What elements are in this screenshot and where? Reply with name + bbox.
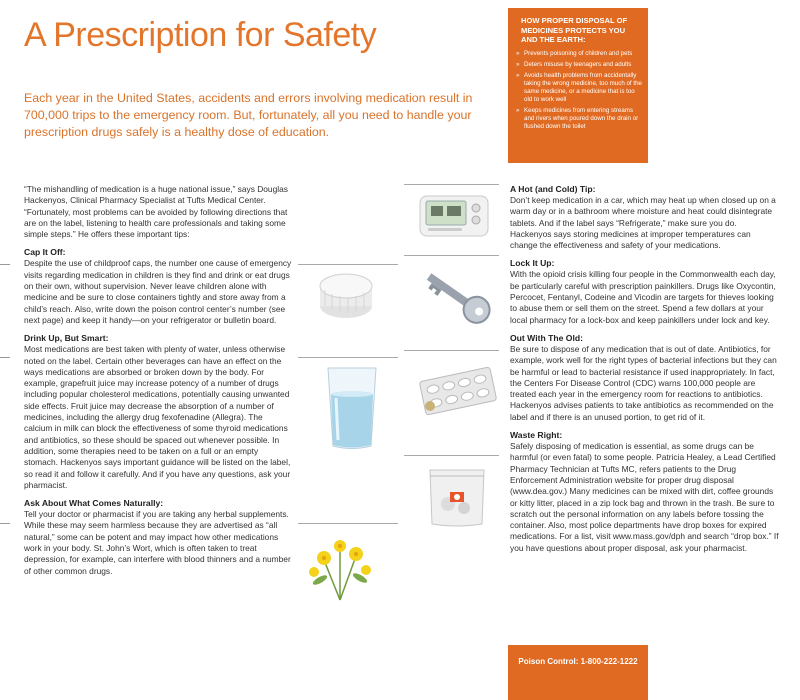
list-item: » Avoids health problems from accidentally taking the wrong medicine, too much of the same medicine, or a medicine that is too old to work well: [516, 72, 642, 104]
section-heading: A Hot (and Cold) Tip:: [510, 184, 596, 194]
section-body: Tell your doctor or pharmacist if you are taking any herbal supplements. While these may seem harmless because they are advertised as “all natural,” some can be potent and may impact how other medications work in your body. St. John’s Wort, which is often taken to treat depression, for example, can interfere with blood thinners and a number of other common drugs.: [24, 509, 291, 576]
section-waste-right: [510, 430, 780, 554]
page-title: A Prescription for Safety: [24, 16, 377, 54]
margin-tick: [0, 264, 10, 265]
disposal-bag-icon: [422, 464, 492, 530]
disposal-benefits-title: HOW PROPER DISPOSAL OF MEDICINES PROTECTS YOU AND THE EARTH:: [521, 16, 628, 44]
pill-pack-icon: [418, 362, 498, 420]
section-body: Don’t keep medication in a car, which may heat up when closed up on a warm day or in a bathroom where moisture and heat could disintegrate tablets. And if the label says “Refrigerate,” make sure you do. Hackenyos says storing medicines at improper temperatures can change the effectiveness and safety of your medications.: [510, 195, 776, 251]
section-hot-cold-tip: [510, 184, 780, 251]
divider: [298, 523, 398, 524]
divider: [404, 255, 499, 256]
section-body: Safely disposing of medication is essential, as some drugs can be harmful (or even fatal) to some people. Patricia Healey, a Lead Certified Pharmacy Technician at Tufts MC, refers patients to the Drug Enforcement Administration website for proper drug disposal (www.dea.gov.) Many medicines can be mixed with dirt, coffee grounds or kitty litter, placed in a zip lock bag and thrown in the trash. Be sure to scratch out the personal information on any labels before tossing the container. Also, most police departments have drop boxes for expired medications. For a list, visit www.mass.gov/dph and search “drop box.” If you have questions about proper disposal, ask your pharmacist.: [510, 441, 779, 553]
section-cap-it-off: [24, 247, 292, 326]
water-glass-icon: [322, 364, 382, 452]
intro-paragraph: Each year in the United States, accidents and errors involving medication result in 700,000 trips to the emergency room. But, fortunately, all you need to handle your prescription drugs safely is a healthy dose of education.: [24, 91, 473, 139]
section-heading: Ask About What Comes Naturally:: [24, 498, 164, 509]
key-icon: [420, 258, 496, 338]
divider: [404, 455, 499, 456]
section-heading: Out With The Old:: [510, 332, 583, 343]
herbal-flowers-icon: [300, 530, 384, 602]
disposal-benefits-box: [508, 8, 648, 163]
section-heading: Drink Up, But Smart:: [24, 333, 109, 344]
section-body: With the opioid crisis killing four people in the Commonwealth each day, be particularly careful with prescription painkillers. Drugs like Oxycontin, Percocet, Fentanyl, Codeine and Vicodin are targets for thieves looking to abuse them or sell them on the street. Spend a few dollars at your local pharmacy for a lock-box and keep painkillers under lock and key.: [510, 269, 776, 325]
list-item: » Prevents poisoning of children and pets: [516, 50, 642, 58]
divider: [404, 184, 499, 185]
poison-control-box: [508, 645, 648, 700]
margin-tick: [0, 357, 10, 358]
section-ask-naturally: [24, 498, 292, 577]
section-out-with-old: [510, 333, 780, 423]
section-heading: Cap It Off:: [24, 247, 66, 258]
left-column: [24, 184, 292, 584]
disposal-benefits-list: [508, 50, 648, 131]
lead-paragraph: “The mishandling of medication is a huge national issue,” says Douglas Hackenyos, Clinical Pharmacy Specialist at Tufts Medical Center. “Fortunately, most problems can be avoided by following directions that are on the label, listening to health care professionals and taking some simple steps.” He offers these important tips:: [24, 184, 288, 240]
divider: [298, 264, 398, 265]
poison-control-number: Poison Control: 1-800-222-1222: [518, 657, 638, 666]
section-heading: Waste Right:: [510, 430, 563, 441]
section-heading: Lock It Up:: [510, 258, 555, 269]
right-column: [510, 184, 780, 561]
section-body: Despite the use of childproof caps, the number one cause of emergency visits regarding medication in children is they find and drink or eat drugs on their own, without supervision. Never leave children alone with medicine and be sure to close containers tightly and store away from a child’s reach. Also, write down the poison control center’s number (see next page) and keep it handy—on your refrigerator or bulletin board.: [24, 258, 292, 325]
divider: [404, 350, 499, 351]
margin-tick: [0, 523, 10, 524]
list-item: » Deters misuse by teenagers and adults: [516, 61, 642, 69]
bottle-cap-icon: [316, 268, 376, 322]
section-body: Be sure to dispose of any medication that is out of date. Antibiotics, for example, work well for the right types of bacterial infections but they can be harmful or lead to bacterial resistance if used inappropriately. In fact, the Centers For Disease Control (CDC) warns 100,000 people are treated each year in the emergency room for reactions to antibiotics. Hackenyos advises patients to take antibiotics as recommended on the label and if there is an unused portion, to get rid of it.: [510, 343, 777, 422]
section-drink-up: [24, 333, 292, 491]
list-item: » Keeps medicines from entering streams and rivers when poured down the drain or flushed down the toilet: [516, 107, 642, 131]
section-lock-it-up: [510, 258, 780, 325]
divider: [298, 357, 398, 358]
thermostat-icon: [418, 192, 490, 240]
section-body: Most medications are best taken with plenty of water, unless otherwise noted on the label. Certain other beverages can have an effect on the ways medications are absorbed or broken down by the body. For example, grapefruit juice may increase potency of a number of drugs including popular cholesterol medications, potentially causing unwanted side effects. Fruit juice may decrease the absorption of a number of medicines, including the allergy drug fexofenadine (Allegra). The calcium in milk can block the effectiveness of some thyroid medications and antibiotics, so these should be spaced out whenever possible. In addition, some therapies need to be taken on a full or an empty stomach. Hackenyos says important guidance will be listed on the label, so read it and follow it carefully. And if you have any questions, ask your pharmacist.: [24, 344, 291, 490]
